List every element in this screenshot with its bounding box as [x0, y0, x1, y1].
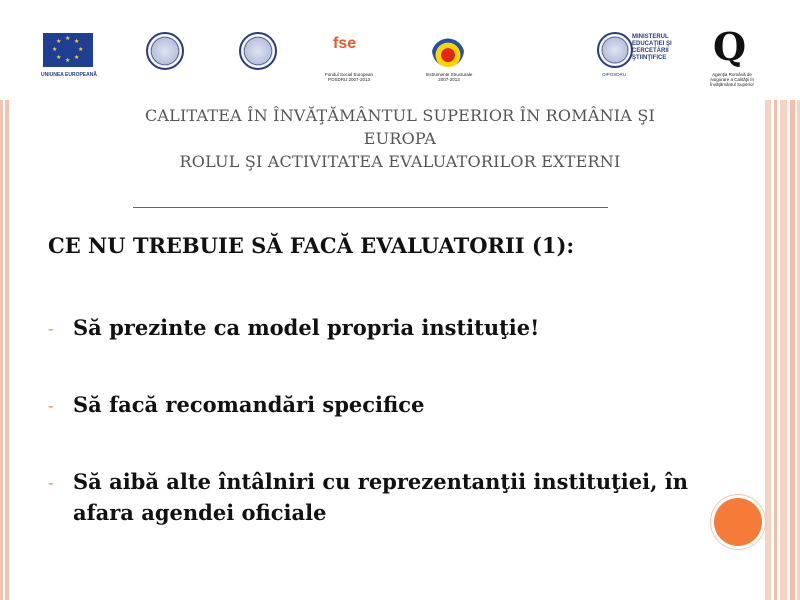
bullet-list	[48, 312, 688, 528]
bullet-item	[48, 389, 688, 420]
content-heading: CE NU TREBUIE SĂ FACĂ EVALUATORII (1):	[48, 233, 575, 258]
fse-logo: fse	[333, 35, 357, 52]
bullet-dash-icon: -	[48, 319, 54, 338]
eu-flag-logo: ★ ★ ★ ★ ★ ★ ★ ★	[43, 33, 93, 67]
fse-logo-caption: Fondul Social European POSDRU 2007-2013	[324, 72, 374, 82]
bullet-item	[48, 466, 688, 528]
bullet-text: Să prezinte ca model propria instituţie!	[73, 315, 540, 340]
structural-instruments-logo	[432, 33, 464, 67]
ministry-education-seal-logo	[597, 32, 633, 68]
slide-title-line-3: ROLUL ŞI ACTIVITATEA EVALUATORILOR EXTERNI	[179, 152, 621, 171]
orange-circle-decoration	[714, 498, 762, 546]
title-underline-rule	[133, 207, 608, 208]
eu-logo-caption: UNIUNEA EUROPEANĂ	[41, 72, 97, 78]
slide-title-line-2: EUROPA	[363, 129, 437, 148]
slide-title-line-1: CALITATEA ÎN ÎNVĂŢĂMÂNTUL SUPERIOR ÎN ROMÂNIA ŞI	[144, 106, 656, 125]
ministry-logo-caption: OIPOSDRU	[601, 72, 626, 77]
aracis-q-logo: Q	[713, 24, 747, 69]
bullet-text: Să facă recomandări specifice	[73, 392, 425, 417]
bullet-item	[48, 312, 688, 343]
right-decorative-stripes	[765, 100, 800, 600]
left-decorative-stripes	[0, 100, 9, 600]
slide-title	[40, 104, 760, 173]
bullet-dash-icon: -	[48, 473, 54, 492]
bullet-dash-icon: -	[48, 396, 54, 415]
ministry-name-text: MINISTERUL EDUCAŢIEI ŞI CERCETĂRII ŞTIINŢIFICE	[632, 34, 672, 61]
bullet-text: Să aibă alte întâlniri cu reprezentanţii instituţiei, în afara agendei oficiale	[73, 469, 688, 525]
ministry-seal-logo	[239, 32, 277, 70]
romanian-government-seal-logo	[146, 32, 184, 70]
structural-instruments-caption: Instrumente Structurale 2007-2013	[425, 72, 473, 82]
aracis-logo-caption: Agenţia Română de Asigurare a Calităţii în Învăţământul Superior	[709, 72, 755, 88]
